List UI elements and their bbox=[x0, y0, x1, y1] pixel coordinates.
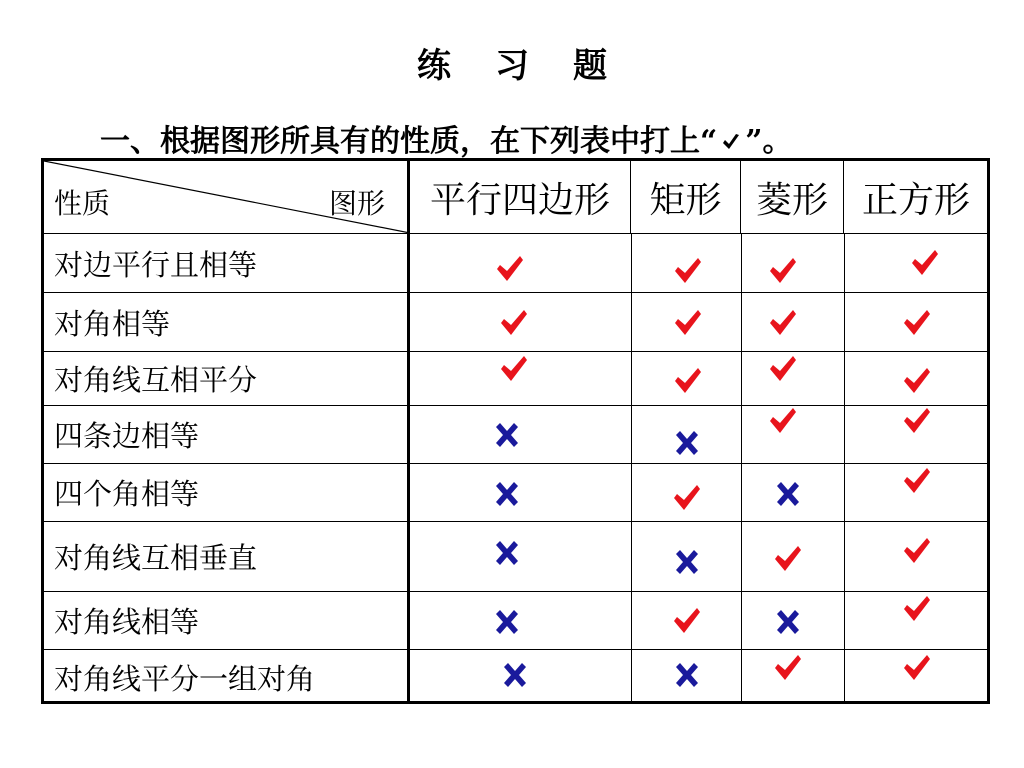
property-label: 对角相等 bbox=[54, 306, 171, 341]
property-row bbox=[44, 649, 407, 704]
check-icon bbox=[672, 483, 702, 513]
check-icon bbox=[672, 606, 702, 636]
property-row bbox=[44, 351, 407, 405]
property-label: 对角线互相垂直 bbox=[54, 541, 258, 575]
page-title bbox=[0, 38, 1024, 87]
property-label: 四个角相等 bbox=[54, 477, 200, 511]
column-divider bbox=[844, 233, 845, 701]
instruction-after: ”。 bbox=[745, 124, 793, 159]
row-divider bbox=[410, 649, 987, 650]
check-icon bbox=[768, 308, 798, 338]
row-divider bbox=[410, 233, 987, 234]
cross-icon bbox=[492, 539, 522, 569]
cross-icon bbox=[773, 480, 803, 510]
property-row bbox=[44, 292, 407, 351]
check-icon bbox=[902, 406, 932, 436]
check-icon bbox=[499, 308, 529, 338]
check-icon bbox=[902, 536, 932, 566]
title-char: 练 bbox=[417, 46, 451, 86]
row-divider bbox=[410, 591, 987, 592]
property-label: 对角线相等 bbox=[54, 605, 200, 639]
check-icon bbox=[773, 653, 803, 683]
property-row bbox=[44, 591, 407, 649]
column-header: 平行四边形 bbox=[410, 161, 631, 233]
cross-icon bbox=[492, 421, 522, 451]
column-divider bbox=[741, 233, 742, 701]
cross-icon bbox=[672, 661, 702, 691]
check-icon bbox=[673, 256, 703, 286]
property-label: 对角线互相平分 bbox=[54, 363, 258, 397]
check-icon bbox=[902, 653, 932, 683]
property-row bbox=[44, 405, 407, 463]
property-row bbox=[44, 233, 407, 292]
marks-table bbox=[410, 158, 990, 704]
cross-icon bbox=[773, 608, 803, 638]
cross-icon bbox=[492, 480, 522, 510]
check-icon bbox=[768, 406, 798, 436]
corner-label-property: 性质 bbox=[54, 187, 111, 220]
row-divider bbox=[410, 521, 987, 522]
row-divider bbox=[410, 351, 987, 352]
check-icon bbox=[902, 594, 932, 624]
row-divider bbox=[410, 463, 987, 464]
check-icon bbox=[902, 466, 932, 496]
check-icon bbox=[768, 354, 798, 384]
title-char: 题 bbox=[573, 46, 607, 86]
property-row bbox=[44, 521, 407, 591]
check-icon bbox=[721, 132, 741, 154]
corner-label-shape: 图形 bbox=[328, 187, 385, 220]
check-icon bbox=[495, 254, 525, 284]
property-label: 四条边相等 bbox=[54, 419, 200, 453]
row-divider bbox=[410, 292, 987, 293]
check-icon bbox=[673, 308, 703, 338]
cross-icon bbox=[672, 429, 702, 459]
instruction-before: 一、根据图形所具有的性质，在下列表中打上“ bbox=[100, 124, 718, 159]
column-header: 菱形 bbox=[741, 161, 844, 233]
check-icon bbox=[902, 308, 932, 338]
property-label: 对角线平分一组对角 bbox=[54, 661, 316, 696]
column-divider bbox=[631, 233, 632, 701]
instruction-text bbox=[100, 116, 793, 160]
cross-icon bbox=[492, 608, 522, 638]
property-label: 对边平行且相等 bbox=[54, 247, 258, 282]
row-divider bbox=[410, 405, 987, 406]
check-icon bbox=[910, 248, 940, 278]
check-icon bbox=[673, 366, 703, 396]
corner-header bbox=[44, 161, 407, 233]
cross-icon bbox=[672, 548, 702, 578]
check-icon bbox=[773, 544, 803, 574]
property-table bbox=[41, 158, 410, 704]
column-header: 正方形 bbox=[861, 179, 970, 221]
check-icon bbox=[902, 366, 932, 396]
property-row bbox=[44, 463, 407, 521]
check-icon bbox=[768, 256, 798, 286]
check-icon bbox=[499, 354, 529, 384]
title-char: 习 bbox=[495, 46, 529, 86]
column-header: 矩形 bbox=[631, 161, 741, 233]
cross-icon bbox=[500, 661, 530, 691]
